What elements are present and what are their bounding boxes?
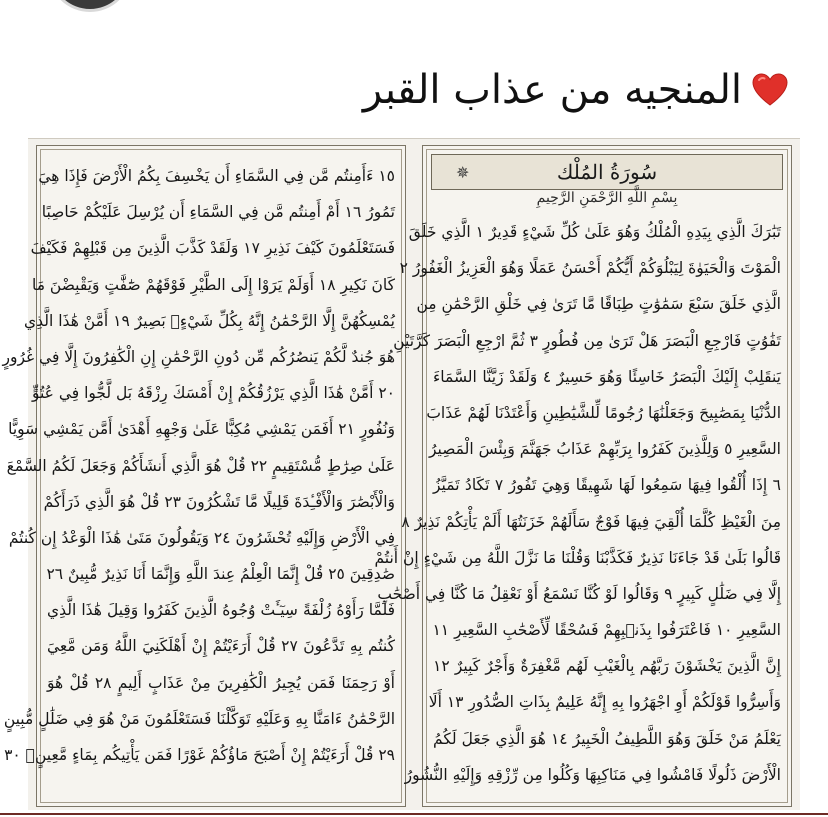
verse-line: وَنُفُورٍ ٢١ أَفَمَن يَمْشِي مُكِبًّا عَلَىٰ وَجْهِهِ أَهْدَىٰ أَمَّن يَمْشِي سَوِيًّا (8, 420, 395, 439)
verse-line: الرَّحْمَٰنُ ءَامَنَّا بِهِ وَعَلَيْهِ تَوَكَّلْنَا فَسَتَعْلَمُونَ مَنْ هُوَ فِي ضَلَٰلٍ مُّبِينٍ (3, 709, 395, 728)
divider (0, 813, 828, 815)
verse-line: يُمْسِكُهُنَّ إِلَّا الرَّحْمَٰنُ إِنَّهُ بِكُلِّ شَيْءٍۭ بَصِيرٌ ١٩ أَمَّنْ هَٰذَا الَّذِي (24, 311, 395, 330)
avatar[interactable] (48, 0, 132, 12)
verse-line: الْمَوْتَ وَالْحَيَوٰةَ لِيَبْلُوَكُمْ أَيُّكُمْ أَحْسَنُ عَمَلًا وَهُوَ الْعَزِيزُ الْغَفُورُ ٢ (399, 259, 781, 278)
verse-line: السَّعِيرِ ٥ وَلِلَّذِينَ كَفَرُوا بِرَبِّهِمْ عَذَابُ جَهَنَّمَ وَبِئْسَ الْمَصِيرُ (428, 440, 781, 459)
verse-line: يَنقَلِبْ إِلَيْكَ الْبَصَرُ خَاسِئًا وَهُوَ حَسِيرٌ ٤ وَلَقَدْ زَيَّنَّا السَّمَاءَ (433, 367, 781, 386)
verse-line: إِنَّ الَّذِينَ يَخْشَوْنَ رَبَّهُم بِالْغَيْبِ لَهُم مَّغْفِرَةٌ وَأَجْرٌ كَبِيرٌ ١٢ (433, 657, 781, 676)
verse-line: يَعْلَمُ مَنْ خَلَقَ وَهُوَ اللَّطِيفُ الْخَبِيرُ ١٤ هُوَ الَّذِي جَعَلَ لَكُمُ (433, 729, 781, 748)
verse-line: ١٥ ءَأَمِنتُم مَّن فِي السَّمَاءِ أَن يَخْسِفَ بِكُمُ الْأَرْضَ فَإِذَا هِيَ (38, 167, 395, 185)
post-caption (363, 66, 788, 114)
verse-line: إِلَّا فِي ضَلَٰلٍ كَبِيرٍ ٩ وَقَالُوا لَوْ كُنَّا نَسْمَعُ أَوْ نَعْقِلُ مَا كُنَّا فِي أَصْحَٰبِ (377, 584, 781, 603)
verse-lines-right (374, 214, 781, 793)
basmala: بِسْمِ اللَّهِ الرَّحْمَنِ الرَّحِيمِ (536, 190, 678, 206)
star-ornament-icon: ✵ (456, 163, 470, 182)
caption-text: المنجيه من عذاب القبر (362, 67, 742, 113)
verse-line: ٦ إِذَا أُلْقُوا فِيهَا سَمِعُوا لَهَا شَهِيقًا وَهِيَ تَفُورُ ٧ تَكَادُ تَمَيَّزُ (433, 476, 781, 495)
verse-line: الدُّنْيَا بِمَصَٰبِيحَ وَجَعَلْنَٰهَا رُجُومًا لِّلشَّيَٰطِينِ وَأَعْتَدْنَا لَهُمْ عَذَابَ (426, 403, 781, 422)
verse-line: ٢٠ أَمَّنْ هَٰذَا الَّذِي يَرْزُقُكُمْ إِنْ أَمْسَكَ رِزْقَهُ بَل لَّجُّوا فِي عُتُوٍّ (31, 384, 395, 403)
verse-line: مِنَ الْغَيْظِ كُلَّمَا أُلْقِيَ فِيهَا فَوْجٌ سَأَلَهُمْ خَزَنَتُهَا أَلَمْ يَأْتِكُمْ نَذِيرٌ ٨ (401, 512, 781, 531)
verse-line: كَانَ نَكِيرِ ١٨ أَوَلَمْ يَرَوْا إِلَى الطَّيْرِ فَوْقَهُمْ صَٰٓفَّٰتٍ وَيَقْبِضْنَ مَا (31, 275, 395, 294)
mushaf-page-right (374, 145, 792, 807)
verse-line: صَٰدِقِينَ ٢٥ قُلْ إِنَّمَا الْعِلْمُ عِندَ اللَّهِ وَإِنَّمَا أَنَا نَذِيرٌ مُّبِينٌ ٢٦ (46, 565, 395, 584)
verse-line: أَوْ رَحِمَنَا فَمَن يُجِيرُ الْكَٰفِرِينَ مِنْ عَذَابٍ أَلِيمٍ ٢٨ قُلْ هُوَ (47, 673, 395, 692)
verse-line: وَأَسِرُّوا قَوْلَكُمْ أَوِ اجْهَرُوا بِهِ إِنَّهُ عَلِيمٌ بِذَاتِ الصُّدُورِ ١٣ أَلَا (428, 693, 781, 712)
verse-line: فَلَمَّا رَأَوْهُ زُلْفَةً سِيٓـَٔتْ وُجُوهُ الَّذِينَ كَفَرُوا وَقِيلَ هَٰذَا الَّذِي (47, 601, 395, 620)
mushaf-page-left (2, 145, 406, 807)
verse-line: تَمُورُ ١٦ أَمْ أَمِنتُم مَّن فِي السَّمَاءِ أَن يُرْسِلَ عَلَيْكُمْ حَاصِبًا (41, 203, 395, 222)
verse-line: هُوَ جُندٌ لَّكُمْ يَنصُرُكُم مِّن دُونِ الرَّحْمَٰنِ إِنِ الْكَٰفِرُونَ إِلَّا فِي غُرُورٍ (2, 347, 395, 366)
verse-line: فِي الْأَرْضِ وَإِلَيْهِ تُحْشَرُونَ ٢٤ وَيَقُولُونَ مَتَىٰ هَٰذَا الْوَعْدُ إِن كُنتُمْ (8, 528, 395, 547)
surah-header (431, 154, 783, 190)
surah-title: سُورَةُ المُلْك (556, 160, 658, 184)
verse-line: الْأَرْضَ ذَلُولًا فَامْشُوا فِي مَنَاكِبِهَا وَكُلُوا مِن رِّزْقِهِ وَإِلَيْهِ النُّشُورُ (404, 765, 781, 784)
mushaf-image (2, 138, 800, 810)
verse-line: ٢٩ قُلْ أَرَءَيْتُمْ إِنْ أَصْبَحَ مَاؤُكُمْ غَوْرًا فَمَن يَأْتِيكُم بِمَاءٍ مَّعِينٍۭ ٣٠ (4, 746, 395, 764)
heart-icon (752, 73, 788, 107)
verse-line: تَبَٰرَكَ الَّذِي بِيَدِهِ الْمُلْكُ وَهُوَ عَلَىٰ كُلِّ شَيْءٍ قَدِيرٌ ١ الَّذِي خَلَقَ (408, 223, 781, 241)
verse-lines-left (2, 158, 395, 773)
verse-line: تَفَٰوُتٍ فَارْجِعِ الْبَصَرَ هَلْ تَرَىٰ مِن فُطُورٍ ٣ ثُمَّ ارْجِعِ الْبَصَرَ كَرَّتَيْنِ (393, 331, 781, 350)
verse-line: وَالْأَبْصَٰرَ وَالْأَفْـِٔدَةَ قَلِيلًا مَّا تَشْكُرُونَ ٢٣ قُلْ هُوَ الَّذِي ذَرَأَكُمْ (43, 492, 395, 511)
verse-line: الَّذِي خَلَقَ سَبْعَ سَمَٰوَٰتٍ طِبَاقًا مَّا تَرَىٰ فِي خَلْقِ الرَّحْمَٰنِ مِن (416, 295, 781, 314)
verse-line: كُنتُم بِهِ تَدَّعُونَ ٢٧ قُلْ أَرَءَيْتُمْ إِنْ أَهْلَكَنِيَ اللَّهُ وَمَن مَّعِيَ (47, 637, 395, 656)
verse-line: قَالُوا بَلَىٰ قَدْ جَاءَنَا نَذِيرٌ فَكَذَّبْنَا وَقُلْنَا مَا نَزَّلَ اللَّهُ مِن شَيْءٍ إِنْ أَنتُمْ (374, 548, 781, 567)
verse-line: السَّعِيرِ ١٠ فَاعْتَرَفُوا بِذَنۢبِهِمْ فَسُحْقًا لِّأَصْحَٰبِ السَّعِيرِ ١١ (432, 621, 781, 640)
verse-line: عَلَىٰ صِرَٰطٍ مُّسْتَقِيمٍ ٢٢ قُلْ هُوَ الَّذِي أَنشَأَكُمْ وَجَعَلَ لَكُمُ السَّمْعَ (6, 456, 395, 475)
verse-line: فَسَتَعْلَمُونَ كَيْفَ نَذِيرِ ١٧ وَلَقَدْ كَذَّبَ الَّذِينَ مِن قَبْلِهِمْ فَكَيْفَ (30, 239, 395, 258)
